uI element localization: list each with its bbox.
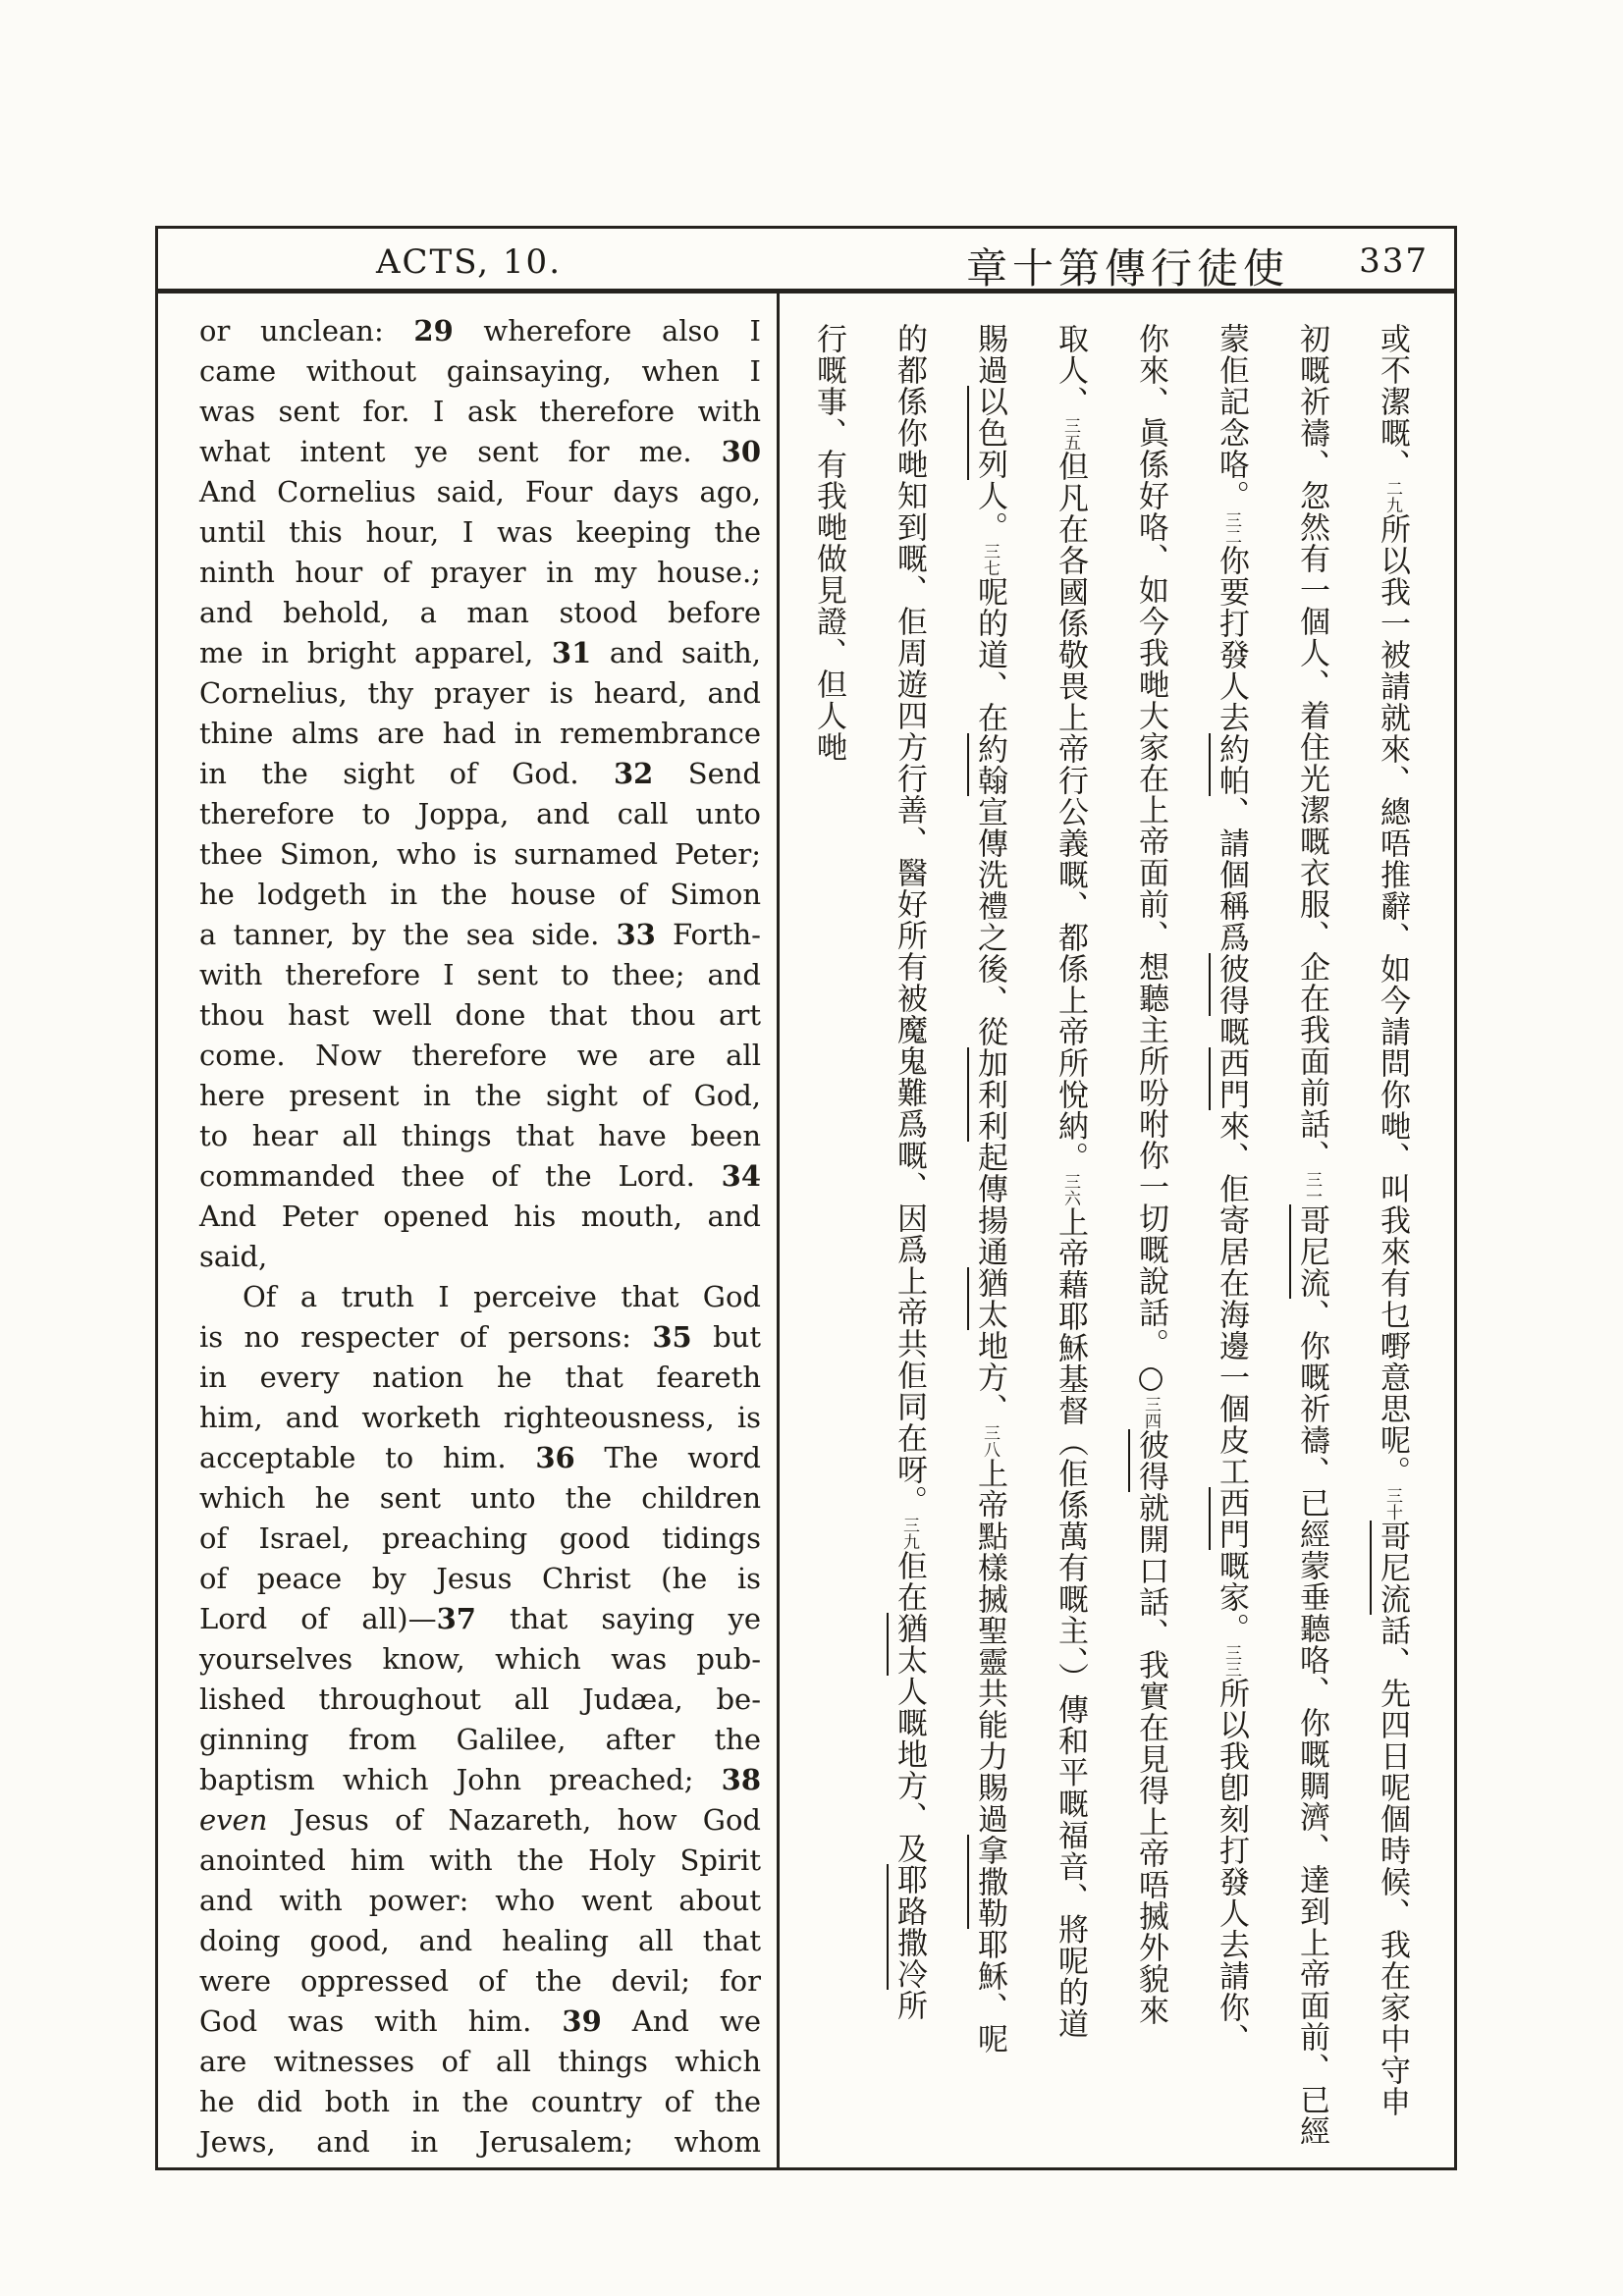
text-segment: doing good, and healing all that bbox=[199, 1924, 761, 1957]
english-text-line bbox=[199, 1760, 761, 1800]
english-text-line bbox=[199, 1398, 761, 1438]
chinese-text-run: 的都係你哋知到嘅、佢周遊四方行善、醫好所有被魔鬼難爲嘅、因爲上帝共佢同在呀。 bbox=[892, 323, 927, 1517]
english-text-line bbox=[199, 875, 761, 915]
english-text-line bbox=[199, 1277, 761, 1317]
text-segment: which he sent unto the children bbox=[199, 1481, 761, 1515]
text-segment: in every nation he that feareth bbox=[199, 1361, 761, 1394]
english-text-line bbox=[199, 915, 761, 955]
text-segment: Forth- bbox=[655, 918, 761, 951]
text-segment: and saith, bbox=[591, 636, 761, 669]
chinese-running-title: 章十第傳行徒使 bbox=[965, 244, 1289, 293]
page-number: 337 bbox=[1359, 241, 1429, 281]
english-text-line bbox=[199, 1559, 761, 1599]
chinese-verse-number: 三八 bbox=[980, 1424, 1000, 1458]
chinese-text-run: 宣傳洗禮之後、從 bbox=[972, 796, 1007, 1047]
text-segment: but bbox=[691, 1320, 761, 1354]
chinese-verse-number: 三六 bbox=[1060, 1173, 1080, 1206]
text-segment: ginning from Galilee, after the bbox=[199, 1723, 761, 1756]
chinese-column bbox=[1352, 323, 1433, 2154]
chinese-text-run: 賜過 bbox=[972, 323, 1007, 386]
proper-noun-marked: 哥尼流 bbox=[1375, 1521, 1410, 1615]
text-segment: Jews, and in Jerusalem; whom bbox=[199, 2125, 761, 2159]
text-segment: and with power: who went about bbox=[199, 1884, 761, 1917]
proper-noun-marked: 西門 bbox=[1214, 1047, 1249, 1110]
english-text-line bbox=[199, 1358, 761, 1398]
proper-noun-marked: 西門 bbox=[1214, 1487, 1249, 1550]
text-segment: with therefore I sent to thee; and bbox=[199, 958, 761, 991]
proper-noun-marked: 彼得 bbox=[1214, 953, 1249, 1016]
english-text-line bbox=[199, 311, 761, 351]
chinese-column bbox=[1110, 323, 1191, 2154]
text-segment: anointed him with the Holy Spirit bbox=[199, 1843, 761, 1877]
chinese-verse-number: 三十 bbox=[1382, 1487, 1402, 1521]
chinese-text-run: 蒙佢記念咯。 bbox=[1214, 323, 1249, 511]
text-segment: him, and worketh righteousness, is bbox=[199, 1401, 761, 1434]
chinese-column bbox=[1191, 323, 1271, 2154]
proper-noun-marked: 猶太 bbox=[892, 1613, 927, 1676]
english-text-line bbox=[199, 2002, 761, 2042]
text-segment: is no respecter of persons: bbox=[199, 1320, 653, 1354]
text-segment: And Cornelius said, Four days ago, bbox=[199, 475, 761, 508]
english-text-line bbox=[199, 995, 761, 1036]
english-text-line bbox=[199, 1036, 761, 1076]
chinese-text-run: 取人、 bbox=[1053, 323, 1088, 417]
chinese-verse-number: 三一 bbox=[1302, 1171, 1322, 1204]
text-segment: me in bright apparel, bbox=[199, 636, 552, 669]
text-segment: acceptable to him. bbox=[199, 1441, 536, 1474]
english-text-line bbox=[199, 794, 761, 834]
english-text-line bbox=[199, 1680, 761, 1720]
text-segment: were oppressed of the devil; for bbox=[199, 1964, 761, 1998]
proper-noun-marked: 約帕 bbox=[1214, 733, 1249, 796]
chinese-vertical-text bbox=[790, 323, 1433, 2154]
verse-number: 34 bbox=[721, 1159, 761, 1193]
text-segment: to hear all things that have been bbox=[199, 1119, 761, 1152]
chinese-column bbox=[869, 323, 949, 2154]
text-segment: and behold, a man stood before bbox=[199, 596, 761, 629]
chinese-text-run: 所 bbox=[892, 1990, 927, 2021]
text-segment: or unclean: bbox=[199, 314, 414, 347]
verse-number: 29 bbox=[413, 314, 454, 347]
text-segment: here present in the sight of God, bbox=[199, 1079, 761, 1112]
text-segment: said, bbox=[199, 1240, 268, 1273]
verse-number: 38 bbox=[721, 1763, 761, 1796]
chinese-text-run: 人嘅地方、及 bbox=[892, 1676, 927, 1864]
text-segment: baptism which John preached; bbox=[199, 1763, 722, 1796]
chinese-text-run: 佢在 bbox=[892, 1550, 927, 1613]
chinese-verse-number: 三二 bbox=[1221, 511, 1241, 545]
english-text-line bbox=[199, 1478, 761, 1519]
verse-number: 32 bbox=[613, 757, 654, 790]
page-body bbox=[158, 294, 1454, 2167]
verse-number: 33 bbox=[616, 918, 656, 951]
chinese-text-run: 地方、 bbox=[972, 1330, 1007, 1424]
chinese-text-run: 你來、眞係好咯、如今我哋大家在上帝面前、想聽主所吩咐你一切嘅說話。○ bbox=[1133, 323, 1168, 1396]
english-text-line bbox=[199, 1197, 761, 1237]
chinese-text-run: 上帝藉耶穌基督（佢係萬有嘅主、）傳和平嘅福音、將呢的道 bbox=[1053, 1206, 1088, 2040]
chinese-text-run: 、請個稱爲 bbox=[1214, 796, 1249, 953]
proper-noun-marked: 哥尼流 bbox=[1294, 1204, 1329, 1299]
text-segment: of Israel, preaching good tidings bbox=[199, 1522, 761, 1555]
chinese-text-run: 嘅 bbox=[1214, 1016, 1249, 1047]
chinese-verse-number: 三七 bbox=[980, 543, 1000, 576]
text-segment: what intent ye sent for me. bbox=[199, 435, 722, 468]
verse-number: 36 bbox=[535, 1441, 575, 1474]
chinese-column bbox=[1271, 323, 1352, 2154]
chinese-text-run: 所以我一被請就來、總唔推辭、如今請問你哋、叫我來有乜嘢意思呢。 bbox=[1375, 513, 1410, 1487]
text-segment: And Peter opened his mouth, and bbox=[199, 1200, 761, 1233]
english-text-line bbox=[199, 1317, 761, 1358]
english-text-line bbox=[199, 392, 761, 432]
chinese-text-run: 呢的道、在 bbox=[972, 576, 1007, 733]
english-text-line bbox=[199, 1639, 761, 1680]
text-segment: commanded thee of the Lord. bbox=[199, 1159, 722, 1193]
proper-noun-marked: 彼得 bbox=[1133, 1429, 1168, 1492]
english-text-line bbox=[199, 633, 761, 673]
english-text-line bbox=[199, 1116, 761, 1156]
text-segment: thee Simon, who is surnamed Peter; bbox=[199, 837, 761, 871]
text-segment: And we bbox=[601, 2004, 761, 2038]
english-text-line bbox=[199, 834, 761, 875]
chinese-verse-number: 三四 bbox=[1141, 1396, 1161, 1429]
text-segment: he lodgeth in the house of Simon bbox=[199, 878, 761, 911]
english-text-line bbox=[199, 1599, 761, 1639]
chinese-text-run: 你要打發人去 bbox=[1214, 545, 1249, 733]
english-text-line bbox=[199, 1921, 761, 1961]
chinese-text-run: 人。 bbox=[972, 480, 1007, 543]
text-segment: Of a truth I perceive that God bbox=[243, 1280, 761, 1313]
text-segment: in the sight of God. bbox=[199, 757, 614, 790]
text-segment: Lord of all)— bbox=[199, 1602, 437, 1635]
text-segment: he did both in the country of the bbox=[199, 2085, 761, 2118]
english-text-line bbox=[199, 432, 761, 472]
chinese-text-run: 行嘅事、有我哋做見證、但人哋 bbox=[811, 323, 846, 763]
verse-number: 39 bbox=[562, 2004, 602, 2038]
chinese-text-run: 上帝點樣搣聖靈共能力賜過 bbox=[972, 1458, 1007, 1835]
page-frame bbox=[155, 226, 1457, 2170]
proper-noun-marked: 耶路撒冷 bbox=[892, 1864, 927, 1990]
text-segment: are witnesses of all things which bbox=[199, 2045, 761, 2078]
text-segment: thou hast well done that thou art bbox=[199, 998, 761, 1032]
chinese-text-run: 或不潔嘅、 bbox=[1375, 323, 1410, 480]
chinese-verse-number: 二九 bbox=[1382, 480, 1402, 513]
text-segment: thine alms are had in remembrance bbox=[199, 717, 761, 750]
english-text-line bbox=[199, 1156, 761, 1197]
chinese-text-column bbox=[783, 294, 1454, 2167]
chinese-verse-number: 三五 bbox=[1060, 417, 1080, 451]
english-running-title: ACTS, 10. bbox=[375, 242, 562, 282]
english-text-line bbox=[199, 2122, 761, 2163]
english-text-line bbox=[199, 593, 761, 633]
chinese-verse-number: 三三 bbox=[1221, 1644, 1241, 1678]
proper-noun-marked: 加利利 bbox=[972, 1047, 1007, 1142]
english-text-line bbox=[199, 2082, 761, 2122]
verse-number: 35 bbox=[652, 1320, 692, 1354]
english-text-line bbox=[199, 512, 761, 553]
english-text-line bbox=[199, 1519, 761, 1559]
english-text-line bbox=[199, 1237, 761, 1277]
chinese-text-run: 起傳揚通 bbox=[972, 1142, 1007, 1267]
english-text-line bbox=[199, 1800, 761, 1841]
text-segment: that saying ye bbox=[475, 1602, 761, 1635]
english-paragraph bbox=[199, 1277, 761, 2163]
text-segment: God was with him. bbox=[199, 2004, 563, 2038]
english-text-line bbox=[199, 1841, 761, 1881]
chinese-text-run: 就開口話、我實在見得上帝唔搣外貌來 bbox=[1133, 1492, 1168, 2026]
page-header bbox=[158, 229, 1454, 294]
text-segment: Send bbox=[653, 757, 761, 790]
chinese-text-run: 初嘅祈禱、忽然有一個人、着住光潔嘅衣服、企在我面前話、 bbox=[1294, 323, 1329, 1171]
chinese-text-run: 耶穌、呢 bbox=[972, 1929, 1007, 2055]
english-text-line bbox=[199, 754, 761, 794]
english-text-line bbox=[199, 2042, 761, 2082]
chinese-column bbox=[788, 323, 869, 2154]
text-segment: ninth hour of prayer in my house.; bbox=[199, 556, 761, 589]
proper-noun-marked: 拿撒勒 bbox=[972, 1835, 1007, 1929]
chinese-text-run: 嘅家。 bbox=[1214, 1550, 1249, 1644]
english-text-line bbox=[199, 1720, 761, 1760]
text-segment: The word bbox=[574, 1441, 761, 1474]
verse-number: 37 bbox=[436, 1602, 476, 1635]
english-text-line bbox=[199, 1438, 761, 1478]
text-segment: until this hour, I was keeping the bbox=[199, 515, 761, 549]
english-text-line bbox=[199, 1961, 761, 2002]
proper-noun-marked: 以色列 bbox=[972, 386, 1007, 480]
text-segment: Cornelius, thy prayer is heard, and bbox=[199, 676, 761, 710]
text-segment: lished throughout all Judæa, be- bbox=[199, 1682, 761, 1716]
english-text-column bbox=[158, 294, 780, 2167]
italic-text: even bbox=[199, 1803, 268, 1837]
text-segment: therefore to Joppa, and call unto bbox=[199, 797, 761, 830]
english-text-line bbox=[199, 1881, 761, 1921]
chinese-text-run: 話、先四日呢個時候、我在家中守申 bbox=[1375, 1615, 1410, 2117]
text-segment: was sent for. I ask therefore with bbox=[199, 395, 761, 428]
verse-number: 31 bbox=[551, 636, 592, 669]
english-text-line bbox=[199, 553, 761, 593]
text-segment: come. Now therefore we are all bbox=[199, 1039, 761, 1072]
text-segment: yourselves know, which was pub- bbox=[199, 1642, 761, 1676]
chinese-text-run: 來、佢寄居在海邊一個皮工 bbox=[1214, 1110, 1249, 1487]
proper-noun-marked: 約翰 bbox=[972, 733, 1007, 796]
english-text-line bbox=[199, 673, 761, 714]
verse-number: 30 bbox=[721, 435, 761, 468]
chinese-column bbox=[949, 323, 1030, 2154]
chinese-text-run: 、你嘅祈禱、已經蒙垂聽咯、你嘅賙濟、達到上帝面前、已經 bbox=[1294, 1299, 1329, 2147]
text-segment: of peace by Jesus Christ (he is bbox=[199, 1562, 761, 1595]
english-text-line bbox=[199, 472, 761, 512]
english-paragraph bbox=[199, 311, 761, 1277]
text-segment: wherefore also I bbox=[453, 314, 761, 347]
english-text-line bbox=[199, 714, 761, 754]
chinese-text-run: 所以我卽刻打發人去請你、 bbox=[1214, 1678, 1249, 2055]
text-segment: Jesus of Nazareth, how God bbox=[267, 1803, 761, 1837]
english-text-line bbox=[199, 351, 761, 392]
text-segment: a tanner, by the sea side. bbox=[199, 918, 617, 951]
proper-noun-marked: 猶太 bbox=[972, 1267, 1007, 1330]
chinese-text-run: 但凡在各國係敬畏上帝行公義嘅、都係上帝所悅納。 bbox=[1053, 451, 1088, 1173]
chinese-verse-number: 三九 bbox=[899, 1517, 919, 1550]
chinese-column bbox=[1030, 323, 1110, 2154]
text-segment: came without gainsaying, when I bbox=[199, 354, 761, 388]
english-text-line bbox=[199, 955, 761, 995]
english-text-line bbox=[199, 1076, 761, 1116]
